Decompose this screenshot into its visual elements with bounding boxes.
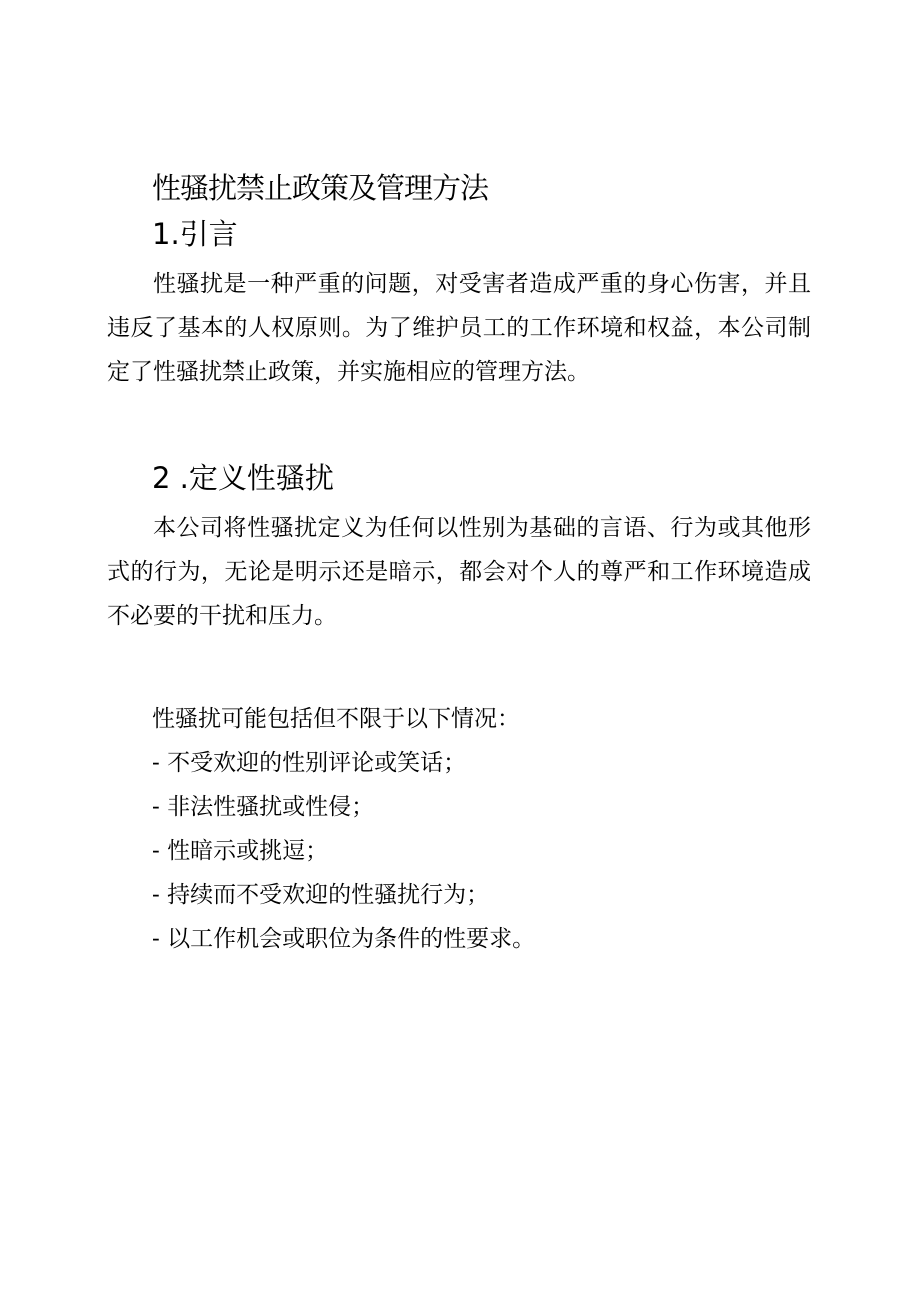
section-paragraph-introduction: 性骚扰是一种严重的问题，对受害者造成严重的身心伤害，并且违反了基本的人权原则。为了维护员工的工作环境和权益，本公司制定了性骚扰禁止政策，并实施相应的管理方法。 <box>107 271 811 385</box>
list-item: - 持续而不受欢迎的性骚扰行为； <box>152 882 490 908</box>
list-item: - 以工作机会或职位为条件的性要求。 <box>152 926 536 952</box>
section-heading-definition: 2 .定义性骚扰 <box>152 461 334 495</box>
harassment-examples-list <box>152 741 535 961</box>
list-intro: 性骚扰可能包括但不限于以下情况： <box>152 706 520 732</box>
list-item: - 不受欢迎的性别评论或笑话； <box>152 750 467 776</box>
section-paragraph-definition: 本公司将性骚扰定义为任何以性别为基础的言语、行为或其他形式的行为，无论是明示还是暗示，都会对个人的尊严和工作环境造成不必要的干扰和压力。 <box>107 515 811 629</box>
document-title: 性骚扰禁止政策及管理方法 <box>152 171 489 205</box>
list-item: - 非法性骚扰或性侵； <box>152 794 375 820</box>
section-heading-introduction: 1.引言 <box>152 217 238 251</box>
list-item: - 性暗示或挑逗； <box>152 838 329 864</box>
